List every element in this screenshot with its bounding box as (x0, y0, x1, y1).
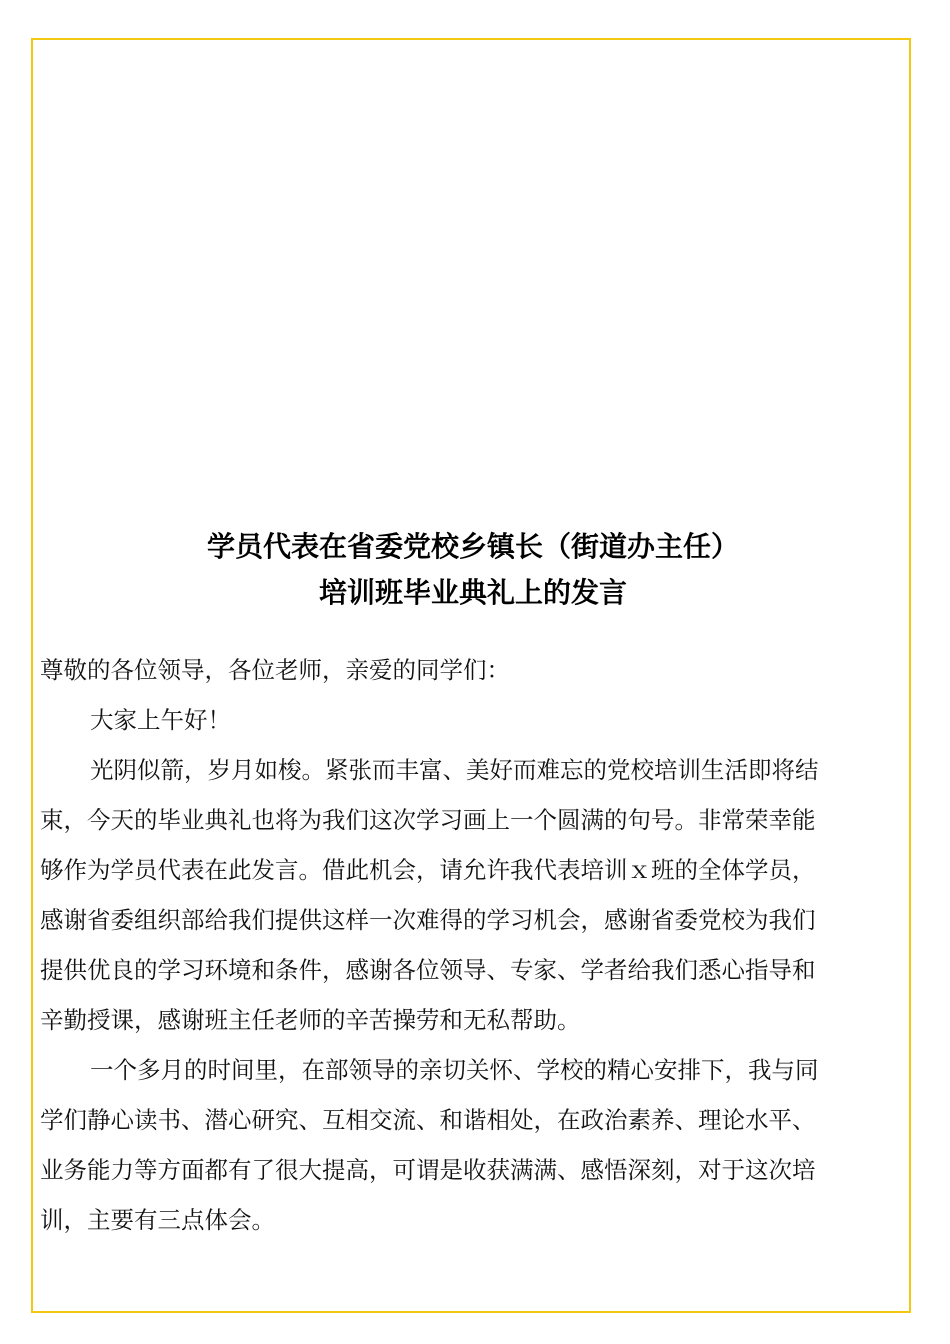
paragraph-1-line: 提供优良的学习环境和条件，感谢各位领导、专家、学者给我们悉心指导和 (40, 956, 816, 984)
paragraph-2-line: 学们静心读书、潜心研究、互相交流、和谐相处，在政治素养、理论水平、 (40, 1106, 816, 1134)
document-title (31, 524, 915, 616)
greeting: 大家上午好！ (90, 706, 231, 734)
paragraph-1-line: 光阴似箭，岁月如梭。紧张而丰富、美好而难忘的党校培训生活即将结 (90, 756, 819, 784)
title-line-2: 培训班毕业典礼上的发言 (318, 576, 627, 609)
paragraph-2-line: 训，主要有三点体会。 (40, 1206, 275, 1234)
salutation: 尊敬的各位领导，各位老师，亲爱的同学们： (40, 656, 510, 684)
paragraph-2-line: 业务能力等方面都有了很大提高，可谓是收获满满、感悟深刻，对于这次培 (40, 1156, 816, 1184)
document-body (40, 645, 886, 1245)
paragraph-2-line: 一个多月的时间里，在部领导的亲切关怀、学校的精心安排下，我与同 (90, 1056, 819, 1084)
paragraph-1-line: 束，今天的毕业典礼也将为我们这次学习画上一个圆满的句号。非常荣幸能 (40, 806, 816, 834)
paragraph-1-line: 辛勤授课，感谢班主任老师的辛苦操劳和无私帮助。 (40, 1006, 581, 1034)
paragraph-1-line: 够作为学员代表在此发言。借此机会，请允许我代表培训ｘ班的全体学员， (40, 856, 816, 884)
paragraph-1-line: 感谢省委组织部给我们提供这样一次难得的学习机会，感谢省委党校为我们 (40, 906, 816, 934)
title-line-1: 学员代表在省委党校乡镇长（街道办主任） (206, 530, 739, 563)
